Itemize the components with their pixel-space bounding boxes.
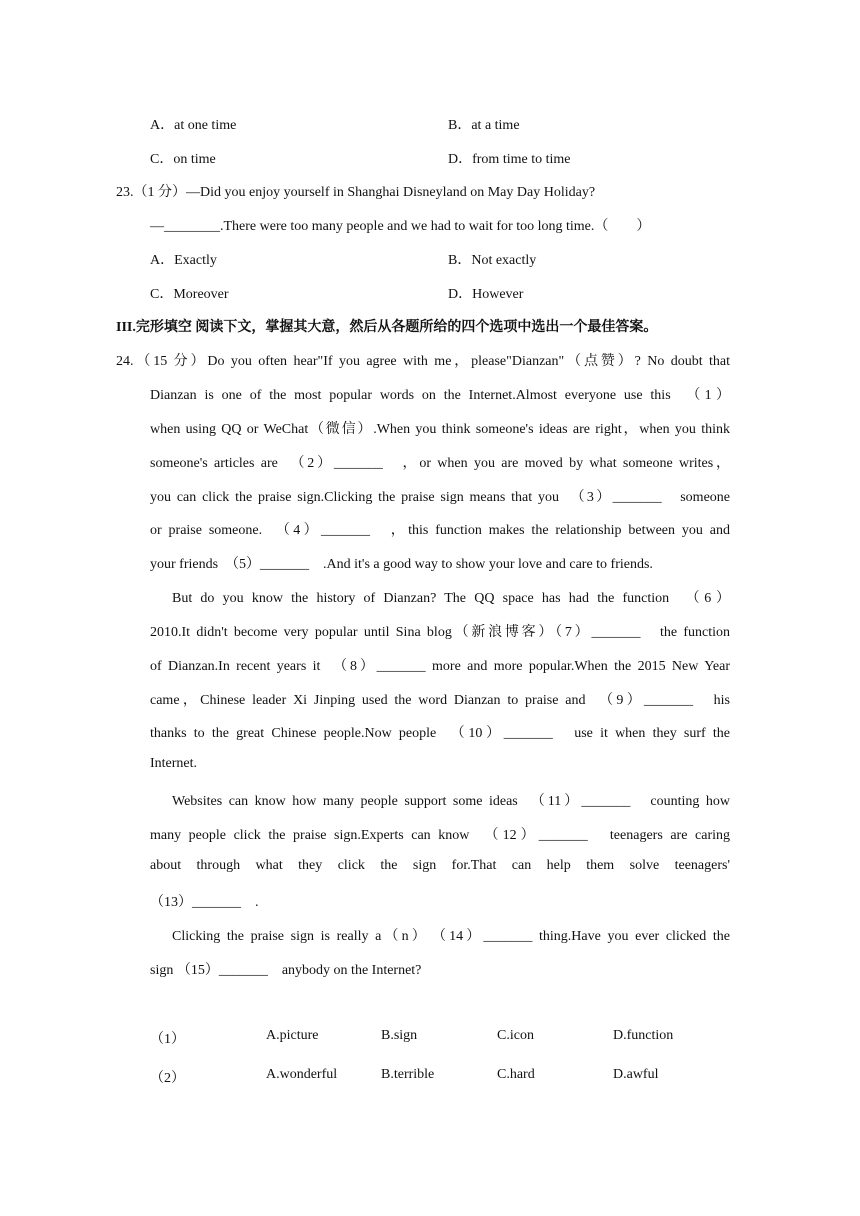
choice-option-d: D.function <box>613 1028 674 1043</box>
q24-line: when using QQ or WeChat（微信）.When you think someone's ideas are right，when you think <box>150 422 730 437</box>
q22-option-d: D．from time to time <box>448 152 571 167</box>
q23-option-a: A．Exactly <box>150 253 217 268</box>
q24-line: your friends （5）_______ .And it's a good way to show your love and care to friends. <box>150 557 653 572</box>
q24-line: someone's articles are （2）_______ ，or when you are moved by what someone writes， <box>150 456 730 471</box>
q24-line: came，Chinese leader Xi Jinping used the word Dianzan to praise and （9）_______ his <box>150 693 730 708</box>
q23-line2: —________.There were too many people and we had to wait for too long time.（ ） <box>150 219 651 234</box>
choice-number: （2） <box>150 1071 185 1086</box>
q23-stem: 23.（1 分）—Did you enjoy yourself in Shanghai Disneyland on May Day Holiday? <box>116 185 596 200</box>
choice-option-a: A.wonderful <box>266 1067 338 1082</box>
q24-line: Clicking the praise sign is really a（n） （14）_______ thing.Have you ever clicked the <box>172 929 730 944</box>
q24-line: of Dianzan.In recent years it （8）_______ more and more popular.When the 2015 New Year <box>150 659 730 674</box>
q24-line: （13）_______ . <box>150 895 259 910</box>
q24-line: thanks to the great Chinese people.Now people （10）_______ use it when they surf the <box>150 726 730 741</box>
q24-line: or praise someone. （4）_______ ，this function makes the relationship between you and <box>150 523 730 538</box>
q23-option-c: C．Moreover <box>150 287 229 302</box>
choice-option-b: B.terrible <box>381 1067 435 1082</box>
choice-option-c: C.hard <box>497 1067 535 1082</box>
q24-line: Internet. <box>150 756 198 771</box>
q22-option-b: B．at a time <box>448 118 520 133</box>
q24-line: Websites can know how many people support some ideas （11）_______ counting how <box>172 794 730 809</box>
q24-line: 24.（15 分）Do you often hear"If you agree with me，please"Dianzan"（点赞）? No doubt that <box>116 354 730 369</box>
choice-option-d: D.awful <box>613 1067 659 1082</box>
q22-option-c: C．on time <box>150 152 216 167</box>
q24-line: 2010.It didn't become very popular until Sina blog（新浪博客）（7）_______ the function <box>150 625 730 640</box>
q23-option-b: B．Not exactly <box>448 253 537 268</box>
q24-line: many people click the praise sign.Experts can know （12）_______ teenagers are caring <box>150 828 730 843</box>
q22-option-a: A．at one time <box>150 118 237 133</box>
section-heading: III.完形填空 阅读下文，掌握其大意，然后从各题所给的四个选项中选出一个最佳答案。 <box>116 320 658 335</box>
q24-line: about through what they click the sign for.That can help them solve teenagers' <box>150 858 730 873</box>
choice-option-a: A.picture <box>266 1028 319 1043</box>
q24-line: you can click the praise sign.Clicking the praise sign means that you （3）_______ someone <box>150 490 730 505</box>
q24-line: Dianzan is one of the most popular words on the Internet.Almost everyone use this （1） <box>150 388 730 403</box>
choice-number: （1） <box>150 1032 185 1047</box>
q24-line: sign （15）_______ anybody on the Internet? <box>150 963 422 978</box>
q23-option-d: D．However <box>448 287 524 302</box>
q24-line: But do you know the history of Dianzan? The QQ space has had the function （6） <box>172 591 730 606</box>
choice-option-c: C.icon <box>497 1028 534 1043</box>
choice-option-b: B.sign <box>381 1028 418 1043</box>
